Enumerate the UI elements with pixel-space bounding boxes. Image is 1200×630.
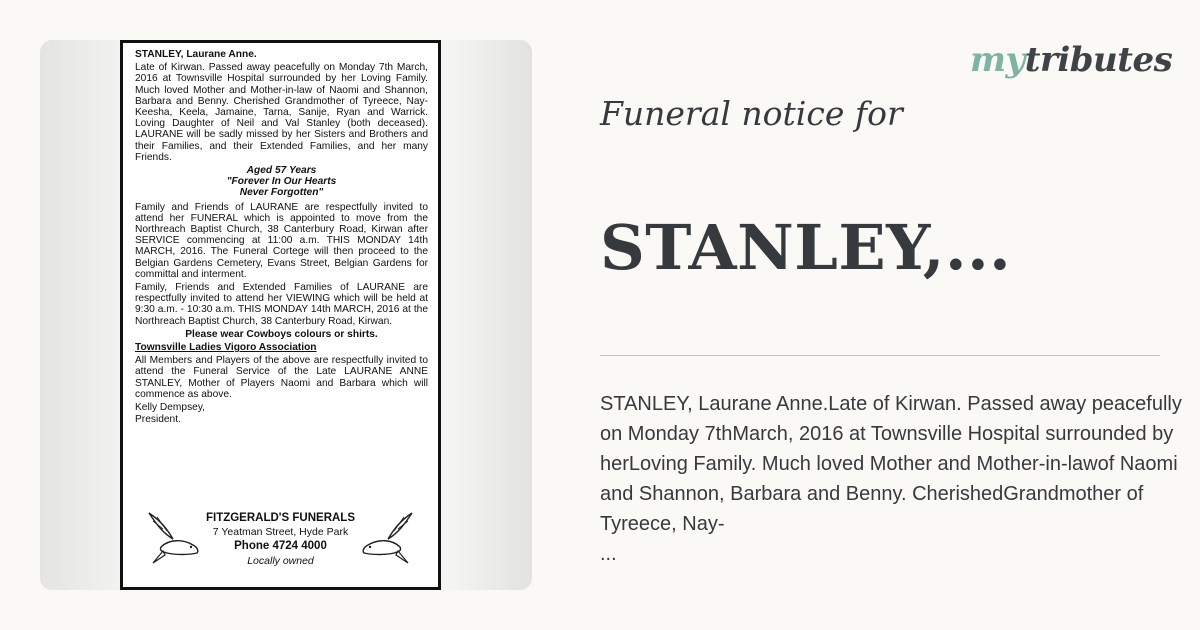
notice-age: Aged 57 Years <box>246 165 317 177</box>
notice-dress-code: Please wear Cowboys colours or shirts. <box>185 328 378 340</box>
funeral-director-block <box>135 505 426 577</box>
page-kicker: Funeral notice for <box>600 94 903 133</box>
page-title: STANLEY,... <box>600 211 1012 284</box>
director-tagline: Locally owned <box>247 555 314 567</box>
notice-paragraph: Family and Friends of LAURANE are respectfully invited to attend her FUNERAL which is appointed to move from the Northreach Baptist Church, 38 Canterbury Road, Kirwan after SERVICE commencing at 11:00 a.m. THIS MONDAY 14th MARCH, 2016. The Funeral Cortege will then proceed to the Belgian Gardens Cemetery, Evans Street, Belgian Gardens for committal and interment. <box>135 201 428 280</box>
dove-icon <box>358 507 418 567</box>
director-name: FITZGERALD'S FUNERALS <box>205 512 356 524</box>
director-phone: Phone 4724 4000 <box>234 540 327 552</box>
dove-icon <box>143 507 203 567</box>
notice-paragraph: Family, Friends and Extended Families of LAURANE are respectfully invited to attend her VIEWING which will be held at 9:30 a.m. - 10:30 a.m. THIS MONDAY 14th MARCH, 2016 at the Northreach Baptist Church, 38 Canterbury Road, Kirwan. <box>135 282 428 327</box>
notice-quote-line: Never Forgotten" <box>239 187 324 199</box>
notice-summary <box>600 389 1196 569</box>
divider <box>600 355 1160 356</box>
notice-signer: Kelly Dempsey, <box>135 402 206 414</box>
notice-quote-line: "Forever In Our Hearts <box>226 176 337 188</box>
newspaper-notice <box>120 40 441 590</box>
notice-paragraph: All Members and Players of the above are respectfully invited to attend the Funeral Service of the Late LAURANE ANNE STANLEY, Mother of Players Naomi and Barbara which will commence as above. <box>135 355 428 400</box>
notice-association: Townsville Ladies Vigoro Association <box>135 342 317 354</box>
notice-signer-role: President. <box>135 414 181 426</box>
summary-text: STANLEY, Laurane Anne.Late of Kirwan. Passed away peacefully on Monday 7thMarch, 2016 at Townsville Hospital surrounded by herLoving Family. Much loved Mother and Mother-in-lawof Naomi and Shannon, Barbara and Benny. CherishedGrandmother of Tyreece, Nay- <box>600 393 1182 535</box>
notice-paragraph: Late of Kirwan. Passed away peacefully on Monday 7th March, 2016 at Townsville Hospital surrounded by her Loving Family. Much loved Mother and Mother-in-law of Naomi and Shannon, Barbara and Benny. Cherished Grandmother of Tyreece, Nay-Keesha, Keela, Jamaine, Tarna, Sanije, Ryan and Warrick. Loving Daughter of Neil and Val Stanley (both deceased). LAURANE will be sadly missed by her Sisters and Brothers and their Families, and their Extended Families, and her many Friends. <box>135 62 428 163</box>
notice-image-card <box>40 40 532 590</box>
notice-heading: STANLEY, Laurane Anne. <box>135 49 257 60</box>
mytributes-logo[interactable] <box>970 36 1173 86</box>
director-address: 7 Yeatman Street, Hyde Park <box>212 526 349 538</box>
logo-tributes: tributes <box>1024 40 1173 80</box>
logo-my: my <box>970 40 1025 80</box>
summary-ellipsis: ... <box>600 543 617 565</box>
